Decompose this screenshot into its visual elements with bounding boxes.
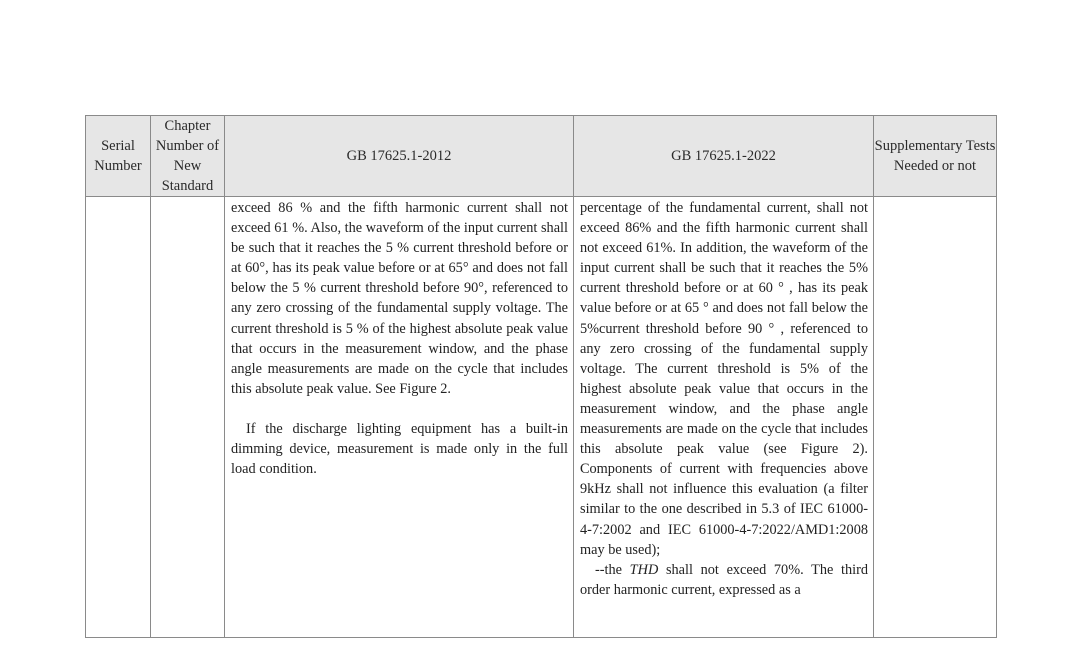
old-standard-paragraph-2: If the discharge lighting equipment has a built-in dimming device, measurement is made only in the full load condition. xyxy=(231,421,568,478)
new-standard-paragraph-1: percentage of the fundamental current, shall not exceed 86% and the fifth harmonic current shall not exceed 61%. In addition, the waveform of the input current shall be such that it reaches the 5% current threshold before or at 60 ° , has its peak value before or at 65 ° and does not fall below the 5%current threshold before 90 ° , referenced to any zero crossing of the fundamental supply voltage. The current threshold is 5% of the highest absolute peak value that occurs in the measurement window, and the phase angle measurements are made on the cycle that includes this absolute peak value (see Figure 2). Components of current with frequencies above 9kHz shall not influence this evaluation (a filter similar to the one described in 5.3 of IEC 61000-4-7:2002 and IEC 61000-4-7:2022/AMD1:2008 may be used); xyxy=(580,200,868,558)
cell-supplementary-tests xyxy=(874,197,997,638)
cell-chapter-number xyxy=(151,197,225,638)
cell-old-standard-text xyxy=(225,197,574,638)
header-old-standard: GB 17625.1-2012 xyxy=(225,116,574,197)
cell-serial-number xyxy=(86,197,151,638)
new-standard-paragraph-2-prefix: --the xyxy=(595,561,630,578)
header-chapter-number: Chapter Number of New Standard xyxy=(151,116,225,197)
new-standard-paragraph-2-rest: shall not exceed 70%. The third order harmonic current, expressed as a xyxy=(580,561,869,598)
new-standard-paragraph-2 xyxy=(580,560,868,600)
thd-term: THD xyxy=(629,561,659,578)
cell-new-standard-text xyxy=(574,197,874,638)
old-standard-paragraph-1: exceed 86 % and the fifth harmonic current shall not exceed 61 %. Also, the waveform of the input current shall be such that it reaches the 5 % current threshold before or at 60°, has its peak value before or at 65° and does not fall below the 5 % current threshold before 90°, referenced to any zero crossing of the fundamental supply voltage. The current threshold is 5 % of the highest absolute peak value that occurs in the measurement window, and the phase angle measurements are made on the cycle that includes this absolute peak value. See Figure 2. xyxy=(231,200,568,397)
header-serial-number: Serial Number xyxy=(86,116,151,197)
table-header-row xyxy=(86,116,997,197)
standards-comparison-table xyxy=(85,115,997,638)
header-supplementary-tests: Supplementary Tests Needed or not xyxy=(874,116,997,197)
header-new-standard: GB 17625.1-2022 xyxy=(574,116,874,197)
table-row xyxy=(86,197,997,638)
